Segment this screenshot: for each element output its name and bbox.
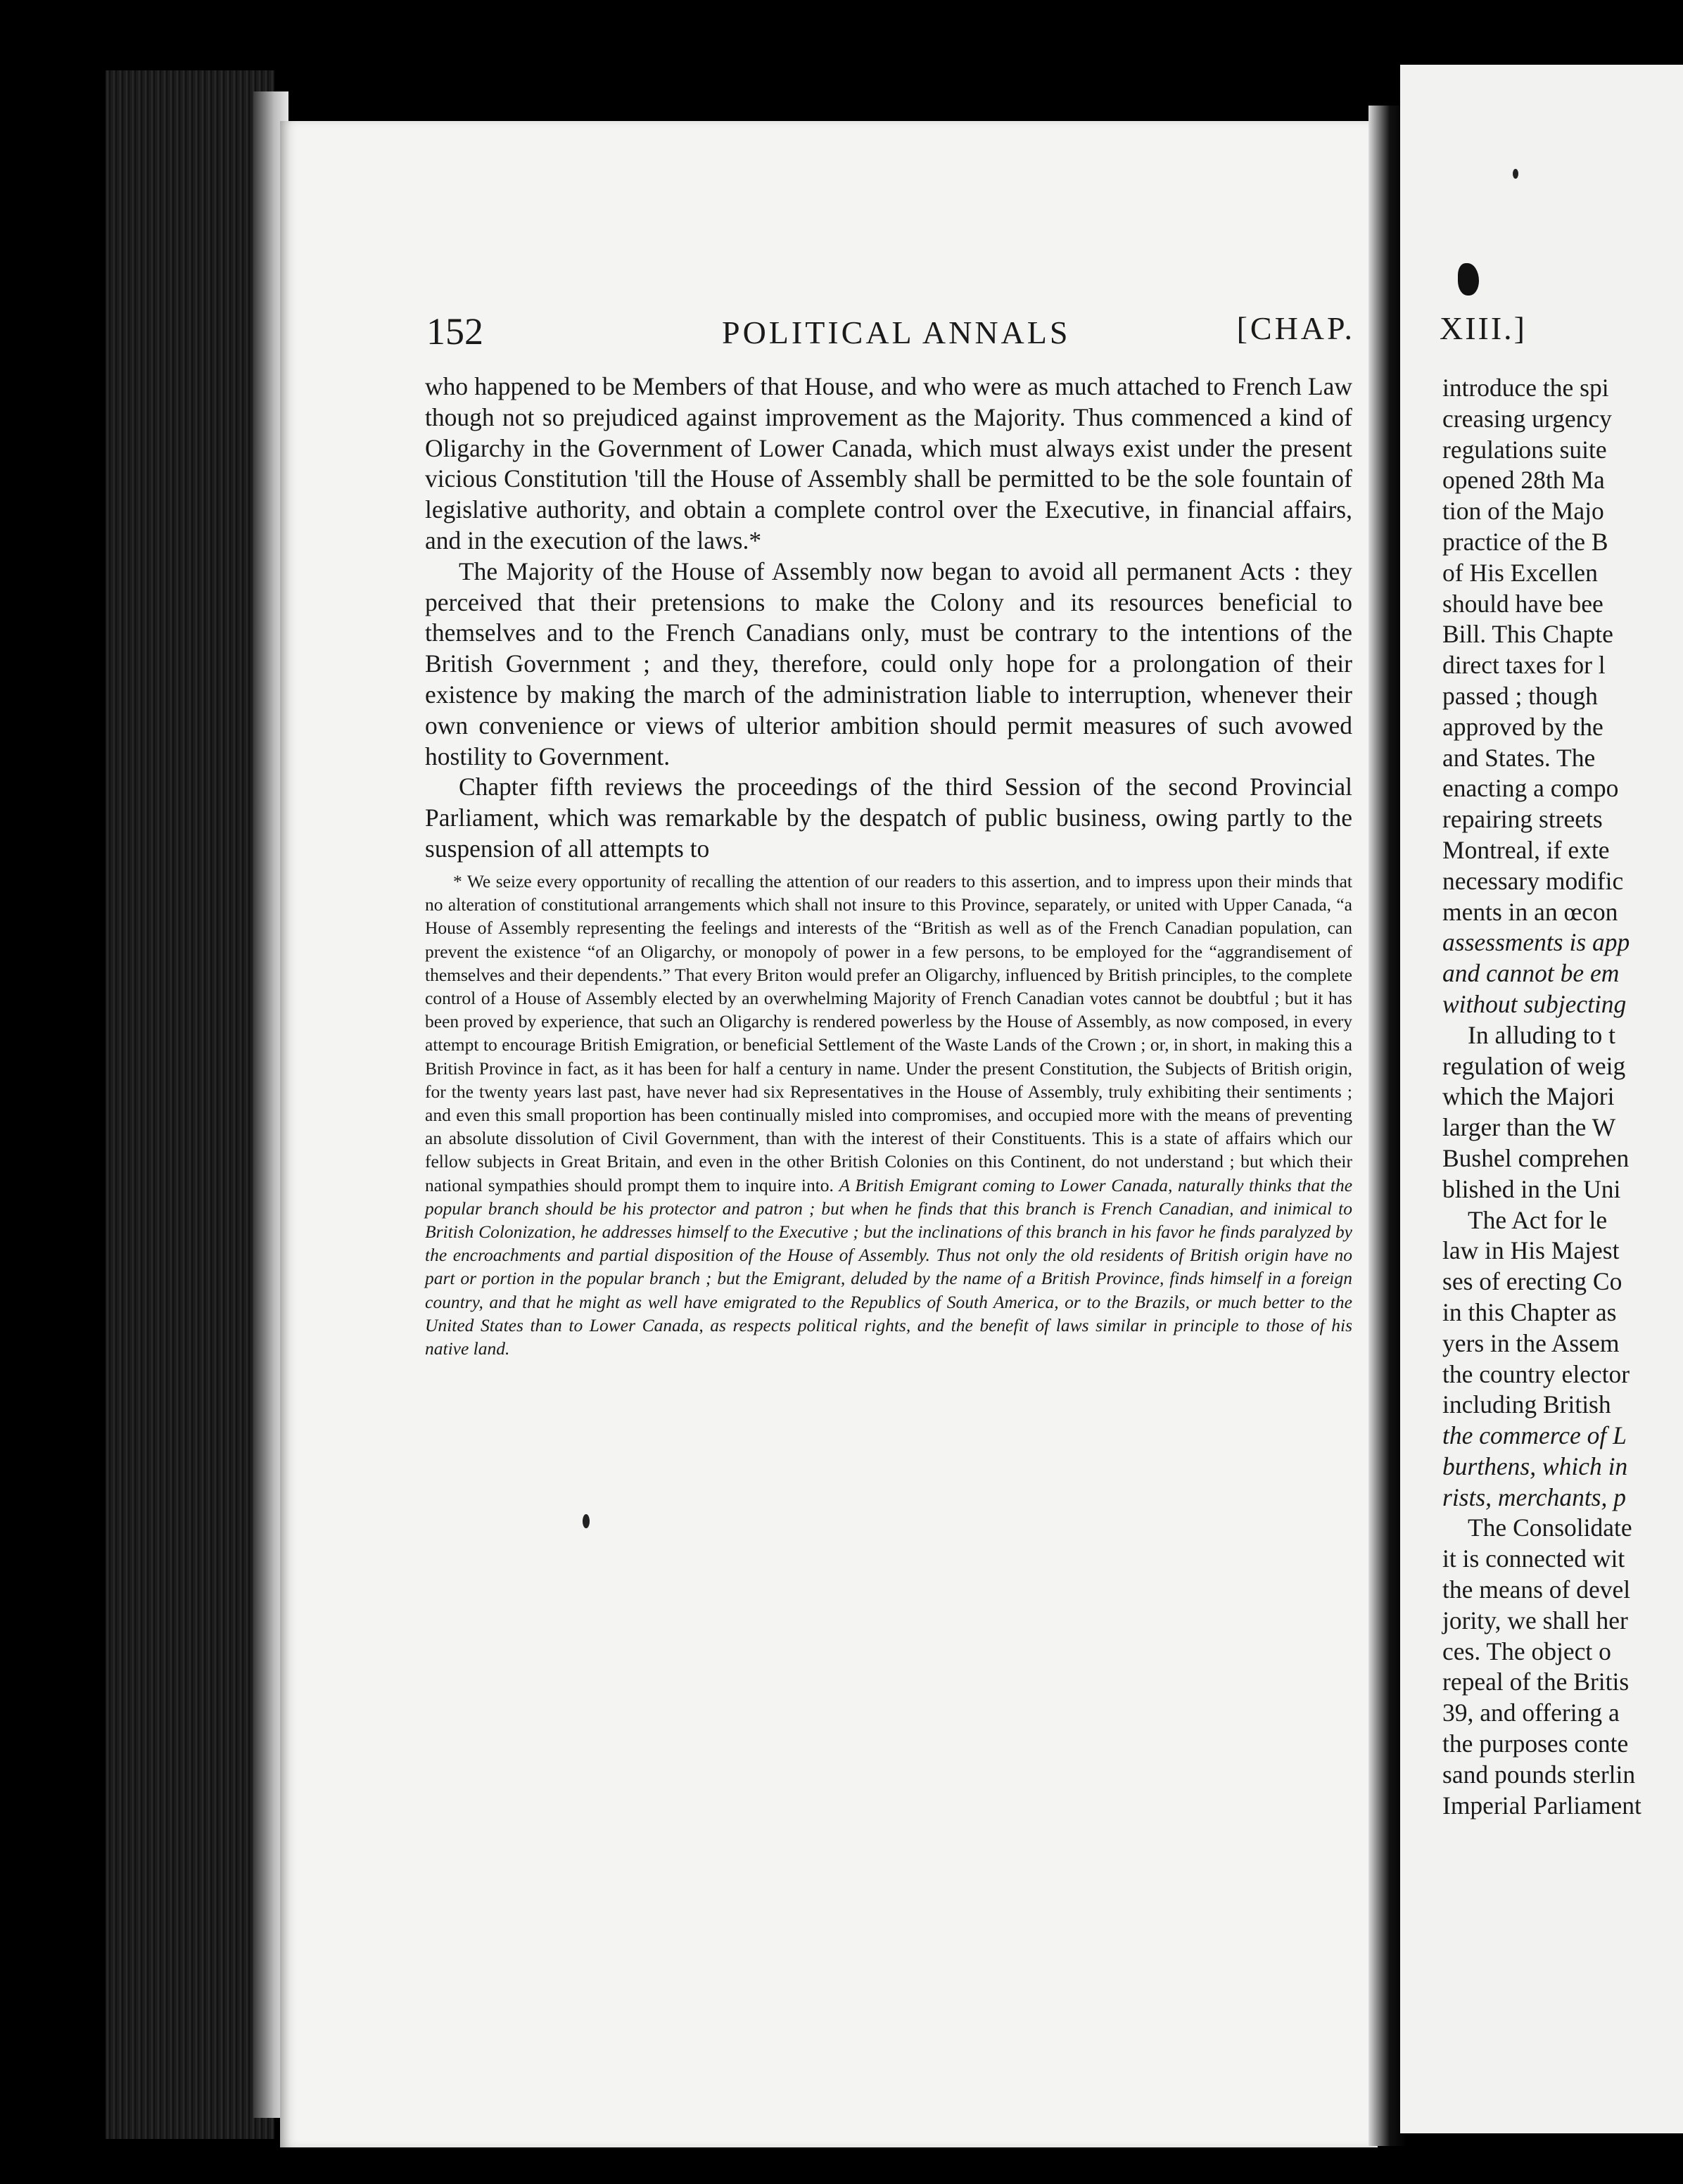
right-page-line: the means of devel [1442,1575,1631,1604]
right-page-line: creasing urgency [1442,404,1612,433]
right-page-line: repairing streets [1442,805,1603,834]
right-page-line: sand pounds sterlin [1442,1760,1636,1789]
right-chapter-mark: XIII.] [1440,310,1527,346]
ink-speck [583,1514,590,1528]
right-page-line: yers in the Assem [1442,1328,1620,1357]
right-page-line: regulation of weig [1442,1051,1626,1080]
right-page-line: without subjecting [1442,989,1627,1018]
right-page-line: opened 28th Ma [1442,466,1605,495]
left-page [280,121,1378,2147]
right-page-line: Imperial Parliament [1442,1791,1641,1820]
ink-blot [1458,263,1479,296]
body-text [425,372,1352,865]
paragraph: The Majority of the House of Assembly now began to avoid all permanent Acts : they perceived that their pretensions to make the Colony and its resources beneficial to themselves and to the French Canadians only, must be contrary to the intentions of the British Government ; and they, therefore, could only hope for a prolongation of their existence by making the march of the administration liable to interruption, whenever their own convenience or views of ulterior ambition should permit measures of such avowed hostility to Government. [425,557,1352,770]
right-page-line: passed ; though [1442,681,1598,710]
footnote-italic-text: A British Emigrant coming to Lower Canada, naturally thinks that the popular branch should be his protector and patron ; but when he finds that this branch is French Canadian, and inimical to British Colonization, he addresses himself to the Executive ; but the inclinations of this branch in his favor he finds paralyzed by the encroachments and partial disposition of the House of Assembly. Thus not only the old residents of British origin have no part or portion in the popular branch ; but the Emigrant, deluded by the name of a British Province, finds himself in a foreign country, and that he might as well have emigrated to the Republics of South America, or to the Brazils, or much better to the United States than to Lower Canada, as respects political rights, and the benefit of laws similar in principle to those of his native land. [425,1174,1353,1359]
ink-speck [1513,169,1518,179]
right-page [1400,65,1683,2133]
right-page-line: In alluding to t [1468,1020,1616,1049]
chapter-mark: [CHAP. [1236,310,1355,346]
book-page-edges [106,70,274,2139]
right-page-line: Montreal, if exte [1442,835,1610,864]
right-page-line: the commerce of L [1442,1421,1627,1450]
right-page-line: approved by the [1442,712,1603,741]
running-title: POLITICAL ANNALS [722,315,1071,350]
right-page-line: rists, merchants, p [1442,1483,1626,1511]
right-page-line: including British [1442,1390,1611,1419]
right-page-line: jority, we shall her [1442,1606,1628,1634]
footnote [425,870,1352,1360]
right-page-line: tion of the Majo [1442,497,1604,526]
right-page-line: direct taxes for l [1442,651,1606,680]
right-page-line: in this Chapter as [1442,1297,1617,1326]
right-page-line: The Consolidate [1468,1513,1632,1542]
right-page-line: blished in the Uni [1442,1174,1621,1203]
right-page-lines [1442,373,1683,1821]
right-page-line: Bill. This Chapte [1442,620,1613,649]
page-header [426,310,1355,359]
footnote-text: * We seize every opportunity of recalling the attention of our readers to this assertion, and to impress upon their minds that no alteration of constitutional arrangements which shall not insure to this Province, separately, or united with Upper Canada, “a House of Assembly representing the feelings and interests of the “British as well as of the French Canadian population, can prevent the existence “of an Oligarchy, or monopoly of power in a few persons, to be employed for the “aggrandisement of themselves and their dependents.” That every Briton would prefer an Oligarchy, influenced by British principles, to the complete control of a House of Assembly elected by an overwhelming Majority of French Canadian votes cannot be doubtful ; but it has been proved by experience, that such an Oligarchy is rendered powerless by the House of Assembly, as now composed, in every attempt to encourage British Emigration, or beneficial Settlement of the Waste Lands of the Crown ; or, in short, in making this a British Province in fact, as it has been for half a century in name. Under the present Constitution, the Subjects of British origin, for the twenty years last past, have never had six Representatives in the House of Assembly, truly exhibiting their sentiments ; and even this small proportion has been continually misled into compromises, and occupied more with the means of preventing an absolute dissolution of Civil Government, than with the interest of their Constituents. This is a state of affairs which our fellow subjects in Great Britain, and even in the other British Colonies on this Continent, do not understand ; but which their national sympathies should prompt them to inquire into. [425,871,1352,1195]
right-page-line: the purposes conte [1442,1729,1629,1758]
right-page-line: and States. The [1442,743,1596,772]
right-page-line: practice of the B [1442,527,1608,556]
right-page-line: ces. The object o [1442,1637,1611,1665]
right-page-line: introduce the spi [1442,374,1609,402]
right-page-line: The Act for le [1468,1205,1608,1234]
paragraph: who happened to be Members of that House, and who were as much attached to French Law though not so prejudiced against improvement as the Majority. Thus commenced a kind of Oligarchy in the Government of Lower Canada, which must always exist under the present vicious Constitution 'till the House of Assembly shall be permitted to be the sole fountain of legislative authority, and obtain a complete control over the Executive, in financial affairs, and in the execution of the laws.* [425,372,1352,554]
right-page-line: assessments is app [1442,928,1630,957]
right-page-line: regulations suite [1442,435,1607,464]
right-page-line: of His Excellen [1442,558,1598,587]
right-page-line: enacting a compo [1442,774,1619,803]
right-page-line: the country elector [1442,1359,1630,1388]
right-page-line: larger than the W [1442,1113,1616,1142]
right-page-line: necessary modific [1442,866,1624,895]
right-page-line: it is connected wit [1442,1544,1625,1573]
right-page-line: burthens, which in [1442,1452,1628,1480]
right-page-line: repeal of the Britis [1442,1668,1630,1696]
right-page-line: 39, and offering a [1442,1699,1620,1727]
page-number: 152 [426,310,483,353]
right-page-line: law in His Majest [1442,1236,1620,1265]
right-page-line: should have bee [1442,589,1603,618]
right-page-line: and cannot be em [1442,959,1620,988]
right-page-line: which the Majori [1442,1082,1615,1111]
right-page-line: ses of erecting Co [1442,1267,1622,1296]
paragraph: Chapter fifth reviews the proceedings of the third Session of the second Provincial Parliament, which was remarkable by the despatch of public business, owing partly to the suspension of all attempts to [425,773,1352,863]
right-page-line: ments in an œcon [1442,897,1618,926]
right-page-line: Bushel comprehen [1442,1143,1630,1172]
